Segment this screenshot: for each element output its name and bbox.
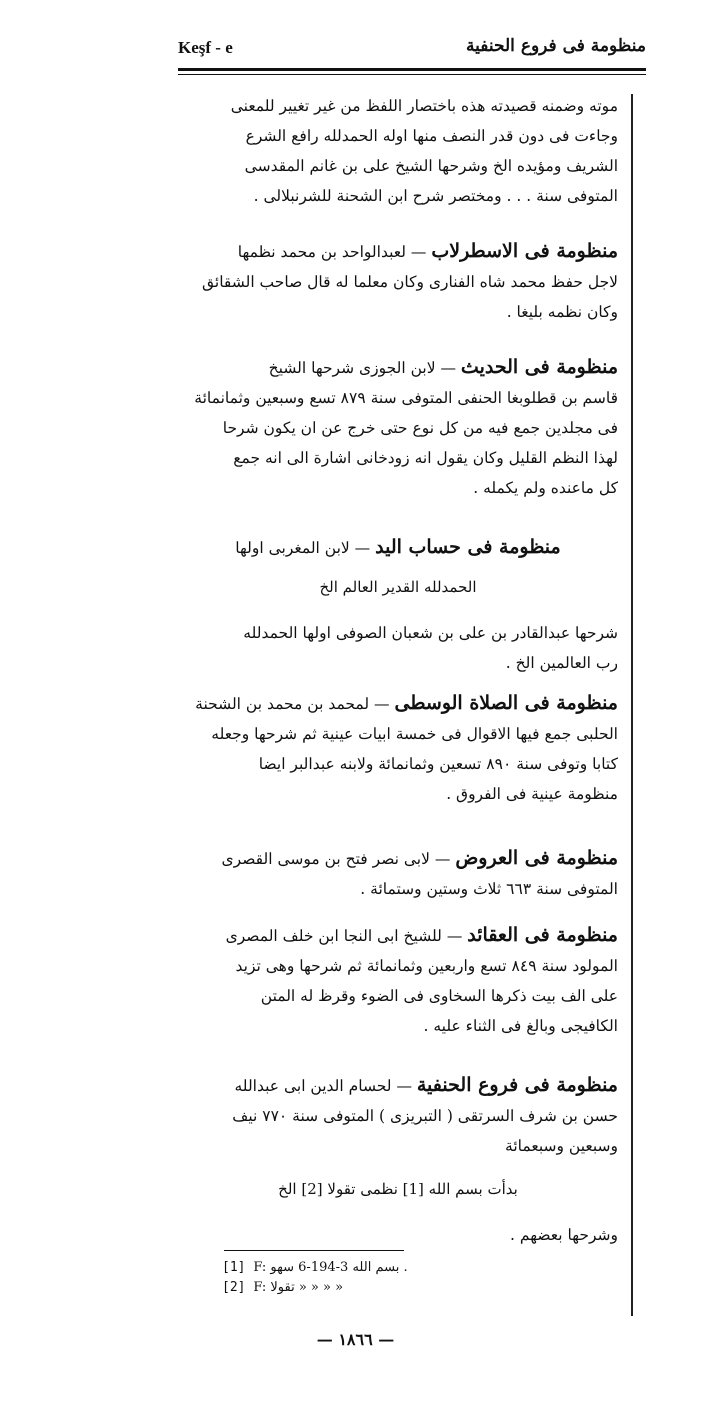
entry-first-line xyxy=(178,843,618,874)
verse-line: الحمدلله القدير العالم الخ xyxy=(319,578,477,596)
footnote-marker: [1] xyxy=(222,1260,246,1275)
entry-first-line xyxy=(178,1070,618,1101)
line: وكان نظمه بليغا . xyxy=(506,303,618,321)
entry-first-line xyxy=(178,688,618,719)
line: على الف بيت ذكرها السخاوى فى الضوء وقرظ له المتن xyxy=(260,987,618,1005)
dash: — xyxy=(435,359,461,377)
entry-hadith xyxy=(178,352,618,503)
entry-heading: منظومة فى العقائد xyxy=(467,924,618,946)
footnote-rule xyxy=(224,1250,404,1251)
footnote-marker: [2] xyxy=(222,1280,246,1295)
entry-hand-calc-heading xyxy=(178,536,618,558)
line: رب العالمين الخ . xyxy=(505,654,618,672)
dash: — xyxy=(429,850,456,868)
line: المتوفى سنة ٦٦٣ ثلاث وستين وستمائة . xyxy=(360,880,618,898)
line: لهذا النظم القليل وكان يقول انه زودخانى اشارة الى انه جمع xyxy=(233,449,618,467)
entry-author: لعبدالواحد بن محمد نظمها xyxy=(237,243,406,261)
entry-first-line xyxy=(178,920,618,951)
header-rule-thick xyxy=(178,68,646,71)
footnote-1 xyxy=(222,1260,408,1275)
entry-first-line xyxy=(178,236,618,267)
header-rule-thin xyxy=(178,74,646,75)
line: وجاءت فى دون قدر النصف منها اوله الحمدلله رافع الشرع xyxy=(245,127,618,145)
entry-heading: منظومة فى حساب اليد xyxy=(375,536,561,558)
entry-author: لابى نصر فتح بن موسى القصرى xyxy=(221,850,430,868)
entry-heading: منظومة فى فروع الحنفية xyxy=(416,1074,618,1096)
line: المتوفى سنة . . . ومختصر شرح ابن الشحنة للشرنبلالى . xyxy=(253,187,618,205)
footnote-2 xyxy=(222,1280,343,1295)
entry-hanafi-branches xyxy=(178,1070,618,1161)
entry-prosody xyxy=(178,843,618,904)
line: منظومة عينية فى الفروق . xyxy=(446,785,618,803)
page-number: — ١٨٦٦ — xyxy=(316,1330,395,1349)
line: حسن بن شرف السرتقى ( التبريزى ) المتوفى سنة ٧٧٠ نيف xyxy=(232,1107,618,1125)
entry-author: للشيخ ابى النجا ابن خلف المصرى xyxy=(225,927,442,945)
line: كل ماعنده ولم يكمله . xyxy=(473,479,618,497)
line: وشرحها بعضهم . xyxy=(510,1226,618,1244)
dash: — xyxy=(369,695,395,713)
line: كتابا وتوفى سنة ٨٩٠ تسعين وثمانمائة ولابنه عبدالبر ايضا xyxy=(258,755,618,773)
header-left-label: Keşf - e xyxy=(178,38,233,57)
dash: — xyxy=(349,539,376,557)
dash: — xyxy=(391,1077,417,1095)
line: شرحها عبدالقادر بن على بن شعبان الصوفى اولها الحمدلله xyxy=(243,624,618,642)
entry-hanafi-after xyxy=(178,1220,618,1250)
line: الحلبى جمع فيها الاقوال فى خمسة ابيات عينية ثم شرحها وجعله xyxy=(211,725,618,743)
entry-heading: منظومة فى الصلاة الوسطى xyxy=(394,692,618,714)
entry-author: لابن الجوزى شرحها الشيخ xyxy=(268,359,436,377)
header-title: منظومة فى فروع الحنفية xyxy=(466,36,646,56)
line: فى مجلدين جمع فيه من كل نوع حتى خرج عن ان يكون شرحا xyxy=(222,419,618,437)
entry-first-line xyxy=(178,352,618,383)
footnote-text: F: تقولا » » » » xyxy=(253,1280,344,1295)
line: قاسم بن قطلوبغا الحنفى المتوفى سنة ٨٧٩ تسع وسبعين وثمانمائة xyxy=(194,389,618,407)
entry-creeds xyxy=(178,920,618,1041)
line: الكافيجى وبالغ فى الثناء عليه . xyxy=(423,1017,618,1035)
line: وسبعين وسبعمائة xyxy=(505,1137,618,1155)
line: المولود سنة ٨٤٩ تسع واربعين وثمانمائة ثم شرحها وهى تزيد xyxy=(235,957,618,975)
verse-line: بدأت بسم الله [1] نظمى تقولا [2] الخ xyxy=(278,1180,518,1198)
paragraph-intro xyxy=(178,91,618,211)
line: موته وضمنه قصيدته هذه باختصار اللفظ من غير تغيير للمعنى xyxy=(230,97,618,115)
entry-heading: منظومة فى الاسطرلاب xyxy=(431,240,618,262)
entry-heading: منظومة فى الحديث xyxy=(460,356,618,378)
entry-author: لابن المغربى اولها xyxy=(235,539,350,557)
dash: — xyxy=(441,927,468,945)
line: الشريف ومؤيده الخ وشرحها الشيخ على بن غانم المقدسى xyxy=(244,157,618,175)
page-header xyxy=(178,34,646,70)
entry-author: لمحمد بن محمد بن الشحنة xyxy=(195,695,370,713)
footnote-text: F: بسم الله 3-194-6 سهو . xyxy=(253,1260,408,1275)
entry-heading: منظومة فى العروض xyxy=(455,847,618,869)
entry-hand-calc-body xyxy=(178,618,618,678)
line: لاجل حفظ محمد شاه الفنارى وكان معلما له قال صاحب الشقائق xyxy=(201,273,618,291)
margin-line xyxy=(631,94,633,1316)
entry-astrolabe xyxy=(178,236,618,327)
entry-middle-prayer xyxy=(178,688,618,809)
dash: — xyxy=(405,243,432,261)
entry-author: لحسام الدين ابى عبدالله xyxy=(234,1077,392,1095)
